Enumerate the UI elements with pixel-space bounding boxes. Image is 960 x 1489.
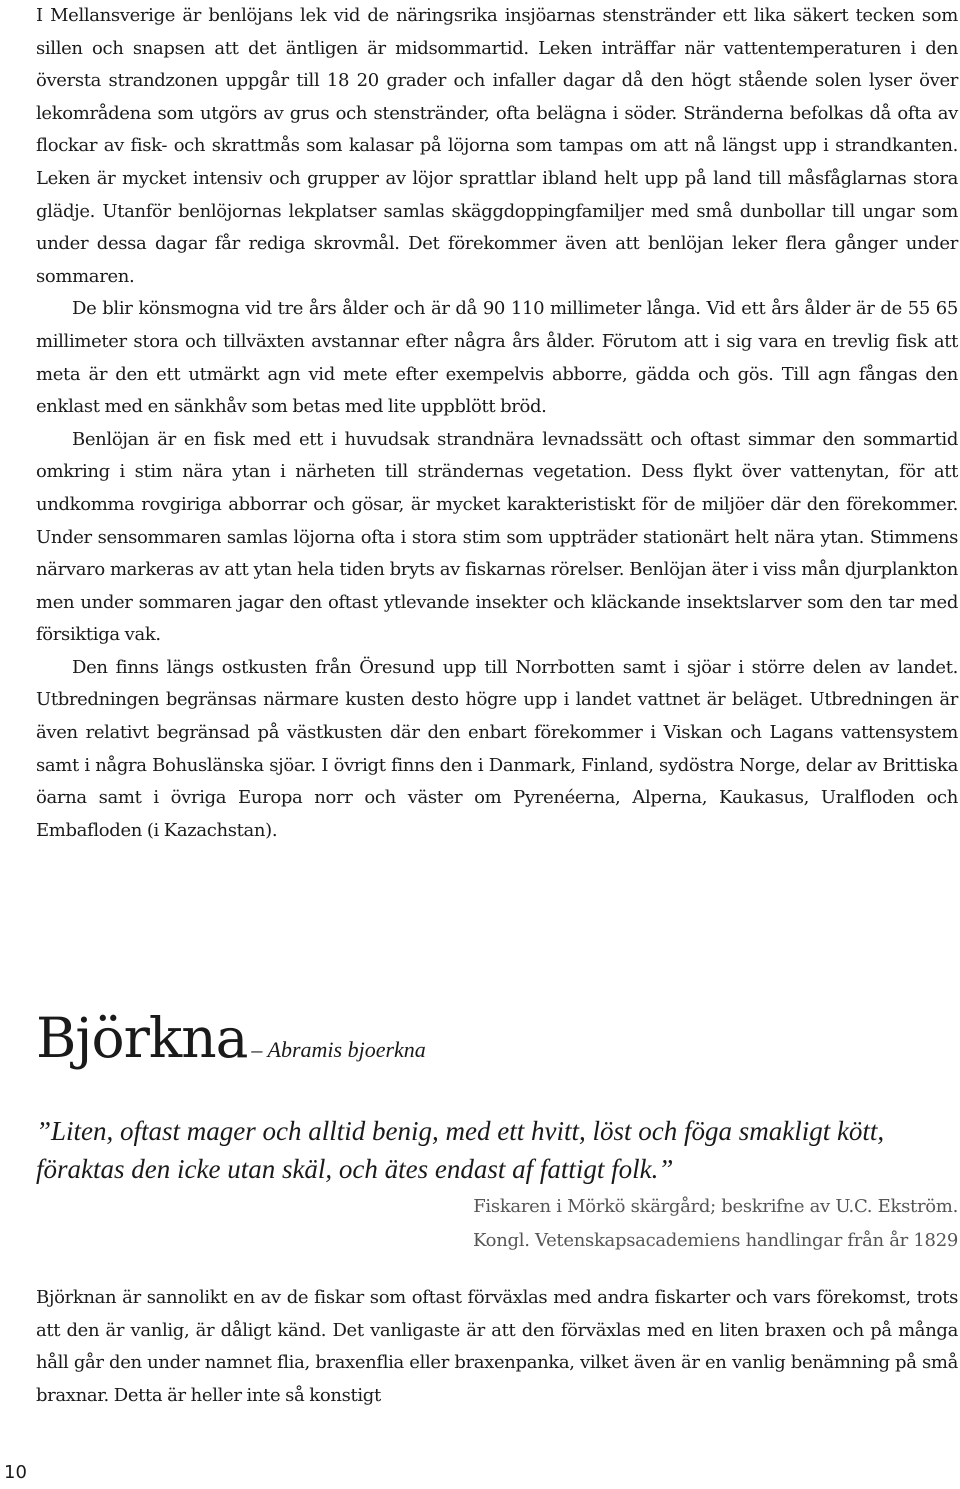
quote-attribution-source: Fiskaren i Mörkö skärgård; beskrifne av U.C. Ekström. [473, 1196, 958, 1217]
species-latin-name: – Abramis bjoerkna [251, 1037, 426, 1062]
paragraph-maturity: De blir könsmogna vid tre års ålder och är då 90 110 millimeter långa. Vid ett års ålder är de 55 65 millimeter stora och tillväxten avstannar efter några års ålder. Förutom att i sig vara en trevlig fisk att meta är den ett utmärkt agn vid mete efter exempelvis abborre, gädda och gös. Till agn fångas den enklast med en sänkhåv som betas med lite uppblött bröd. [36, 298, 958, 418]
paragraph-behaviour: Benlöjan är en fisk med ett i huvudsak strandnära levnadssätt och oftast simmar den sommartid omkring i stim nära ytan i närheten till strändernas vegetation. Dess flykt över vattenytan, för att undkomma rovgiriga abborrar och gösar, är mycket karakteristiskt för de miljöer där den förekommer. Under sensommaren samlas löjorna ofta i stora stim som uppträder stationärt helt nära ytan. Stimmens närvaro markeras av att ytan hela tiden bryts av fiskarnas rörelser. Benlöjan äter i viss mån djurplankton men under sommaren jagar den oftast ytlevande insekter och kläckande insektslarver som den tar med försiktiga vak. [36, 428, 958, 646]
quote-attribution-publication: Kongl. Vetenskapsacademiens handlingar från år 1829 [473, 1230, 958, 1251]
benlojan-section [36, 0, 958, 847]
paragraph-distribution: Den finns längs ostkusten från Öresund upp till Norrbotten samt i sjöar i större delen av landet. Utbredningen begränsas närmare kusten desto högre upp i landet vattnet är beläget. Utbredningen är även relativt begränsad på västkusten där den enbart förekommer i Viskan och Lagans vattensystem samt i några Bohuslänska sjöar. I övrigt finns den i Danmark, Finland, sydöstra Norge, delar av Brittiska öarna samt i övriga Europa norr och väster om Pyrenéerna, Alperna, Kaukasus, Uralfloden och Embafloden (i Kazachstan). [36, 656, 958, 841]
species-heading [36, 1006, 958, 1070]
paragraph-spawning: I Mellansverige är benlöjans lek vid de näringsrika insjöarnas stenstränder ett lika säkert tecken som sillen och snapsen att det äntligen är midsommartid. Leken inträffar när vattentemperaturen i den översta strandzonen uppgår till 18 20 grader och infaller dagar då den högt stående solen lyser över lekområdena som utgörs av grus och stenstränder, ofta belägna i söder. Stränderna befolkas då ofta av flockar av fisk- och skrattmås som kalasar på löjorna som tampas om att nå längst upp i strandkanten. Leken är mycket intensiv och grupper av löjor sprattlar ibland helt upp på land till måsfåglarnas stora glädje. Utanför benlöjornas lekplatser samlas skäggdoppingfamiljer med små dunbollar till ungar som under dessa dagar får rediga skrovmål. Det förekommer även att benlöjan leker flera gånger under sommaren. [36, 5, 958, 287]
epigraph-quote: ”Liten, oftast mager och alltid benig, med ett hvitt, löst och föga smakligt kött, föraktas den icke utan skäl, och ätes endast af fattigt folk.” [36, 1116, 885, 1184]
species-name: Björkna [36, 1006, 248, 1070]
bjorkna-section [36, 1282, 958, 1412]
page-number: 10 [4, 1462, 27, 1483]
paragraph-bjorkna-intro: Björknan är sannolikt en av de fiskar som oftast förväxlas med andra fiskarter och vars förekomst, trots att den är vanlig, är dåligt känd. Det vanligaste är att den förväxlas med en liten braxen och på många håll går den under namnet flia, braxenflia eller braxenpanka, vilket även är en vanlig benämning på små braxnar. Detta är heller inte så konstigt [36, 1287, 958, 1406]
